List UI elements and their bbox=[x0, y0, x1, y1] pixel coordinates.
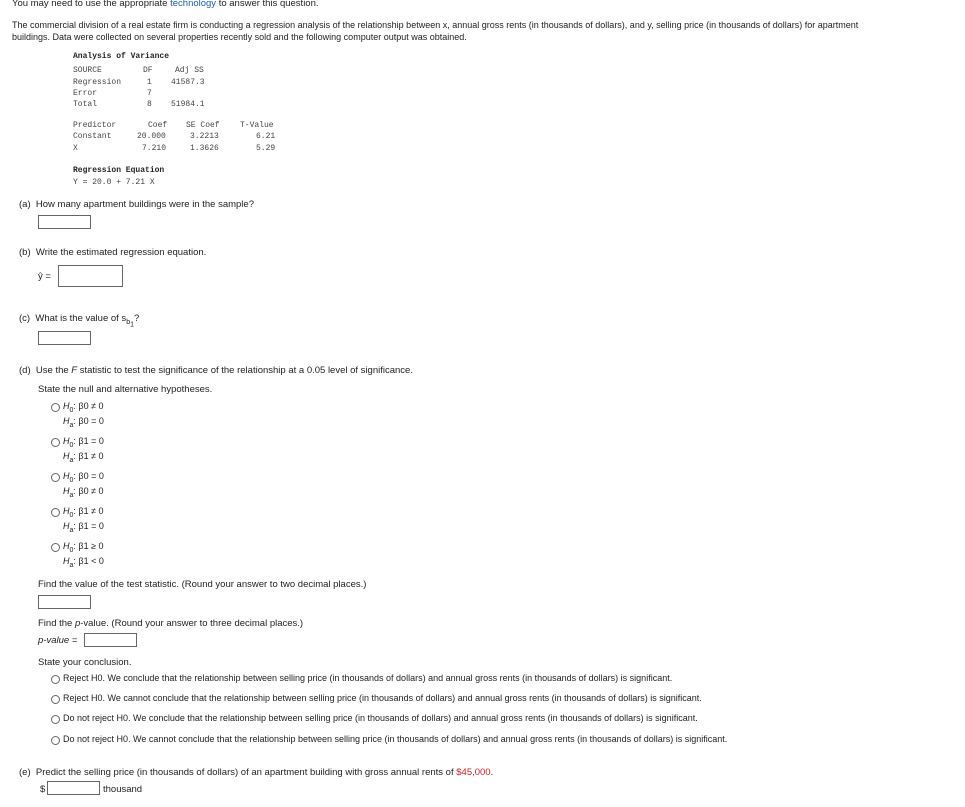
hypothesis-ha: $H_a$: β1 = 0 bbox=[63, 521, 104, 534]
unit-label: thousand bbox=[103, 784, 143, 795]
part-b-question: (b) Write the estimated regression equation. bbox=[19, 247, 207, 258]
coef-header-se: SE Coef bbox=[186, 121, 220, 130]
coef-row-t: 6.21 bbox=[256, 132, 276, 141]
anova-header-source: SOURCE bbox=[73, 66, 102, 75]
conclusion-option: Do not reject H0. We conclude that the relationship between selling price (in thousands of dollars) and annual gross rents (in thousands of dollars) is significant. bbox=[63, 713, 698, 723]
hypothesis-h0: $H_0$: β0 = 0 bbox=[63, 471, 104, 484]
anova-row-ss: 41587.3 bbox=[171, 78, 205, 87]
technology-link[interactable]: technology bbox=[170, 0, 217, 9]
hypothesis-ha: $H_a$: β0 ≠ 0 bbox=[63, 486, 104, 499]
coef-row-t: 5.29 bbox=[256, 144, 276, 153]
conclusion-option-radio[interactable] bbox=[51, 675, 60, 684]
hypothesis-option-radio[interactable] bbox=[51, 438, 60, 447]
regression-equation-title: Regression Equation bbox=[73, 166, 165, 175]
part-e-answer-input[interactable] bbox=[47, 781, 100, 795]
test-stat-input[interactable] bbox=[38, 595, 91, 609]
hypothesis-ha: $H_a$: β1 ≠ 0 bbox=[63, 451, 104, 464]
anova-row-ss: 51984.1 bbox=[171, 100, 205, 109]
anova-header-ss: Adj SS bbox=[175, 66, 204, 75]
hypothesis-h0: $H_0$: β1 ≠ 0 bbox=[63, 506, 104, 519]
anova-title: Analysis of Variance bbox=[73, 52, 170, 61]
anova-header-df: DF bbox=[143, 66, 153, 75]
hypothesis-ha: $H_a$: β0 = 0 bbox=[63, 416, 104, 429]
coef-header-coef: Coef bbox=[148, 121, 168, 130]
conclusion-option-radio[interactable] bbox=[51, 736, 60, 745]
part-b-equation-input[interactable] bbox=[58, 265, 123, 287]
part-e-question: (e) Predict the selling price (in thousands of dollars) of an apartment building with gross annual rents of $45,000. bbox=[19, 767, 494, 778]
hypothesis-option-radio[interactable] bbox=[51, 403, 60, 412]
pvalue-prompt: Find the p-value. (Round your answer to three decimal places.) bbox=[38, 618, 304, 629]
conclusion-option: Reject H0. We cannot conclude that the relationship between selling price (in thousands of dollars) and annual gross rents (in thousands of dollars) is significant. bbox=[63, 693, 702, 703]
hypothesis-option-radio[interactable] bbox=[51, 543, 60, 552]
anova-row-source: Error bbox=[73, 89, 98, 98]
anova-row-df: 8 bbox=[147, 100, 152, 109]
hypothesis-h0: $H_0$: β0 ≠ 0 bbox=[63, 401, 104, 414]
part-c-question: (c) What is the value of $s_{b_1}$? bbox=[19, 313, 140, 329]
coef-row-predictor: X bbox=[73, 144, 78, 153]
hypotheses-prompt: State the null and alternative hypotheses. bbox=[38, 384, 213, 395]
anova-row-source: Regression bbox=[73, 78, 122, 87]
part-d-question: (d) Use the F statistic to test the significance of the relationship at a 0.05 level of significance. bbox=[19, 365, 413, 376]
coef-header-t: T-Value bbox=[240, 121, 274, 130]
coef-row-predictor: Constant bbox=[73, 132, 112, 141]
problem-text-line2: buildings. Data were collected on several properties recently sold and the following computer output was obtained. bbox=[12, 32, 467, 42]
anova-row-df: 1 bbox=[147, 78, 152, 87]
test-stat-prompt: Find the value of the test statistic. (Round your answer to two decimal places.) bbox=[38, 579, 367, 590]
conclusion-option-radio[interactable] bbox=[51, 695, 60, 704]
rent-amount: $45,000 bbox=[456, 767, 491, 778]
intro-text: You may need to use the appropriate technology to answer this question. bbox=[12, 0, 319, 9]
part-a-question: (a) How many apartment buildings were in the sample? bbox=[19, 199, 254, 210]
conclusion-option: Do not reject H0. We cannot conclude that the relationship between selling price (in thousands of dollars) and annual gross rents (in thousands of dollars) is significant. bbox=[63, 734, 728, 744]
coef-row-se: 1.3626 bbox=[190, 144, 219, 153]
anova-row-source: Total bbox=[73, 100, 98, 109]
hypothesis-h0: $H_0$: β1 ≥ 0 bbox=[63, 541, 104, 554]
hypothesis-h0: $H_0$: β1 = 0 bbox=[63, 436, 104, 449]
coef-header-predictor: Predictor bbox=[73, 121, 117, 130]
currency-symbol: $ bbox=[40, 784, 46, 795]
part-a-answer-input[interactable] bbox=[38, 215, 91, 229]
hypothesis-option-radio[interactable] bbox=[51, 473, 60, 482]
hypothesis-ha: $H_a$: β1 < 0 bbox=[63, 556, 104, 569]
hypothesis-option-radio[interactable] bbox=[51, 508, 60, 517]
part-c-answer-input[interactable] bbox=[38, 331, 91, 345]
coef-row-se: 3.2213 bbox=[190, 132, 219, 141]
problem-text-line1: The commercial division of a real estate firm is conducting a regression analysis of the relationship between x, annual gross rents (in thousands of dollars), and y, selling price (in thousands of dollars) for apartment bbox=[12, 20, 859, 30]
yhat-label: ŷ = bbox=[38, 271, 51, 282]
conclusion-prompt: State your conclusion. bbox=[38, 657, 132, 668]
coef-row-coef: 7.210 bbox=[142, 144, 167, 153]
pvalue-label: p-value = bbox=[38, 635, 78, 646]
pvalue-input[interactable] bbox=[84, 633, 137, 647]
anova-row-df: 7 bbox=[147, 89, 152, 98]
coef-row-coef: 20.000 bbox=[137, 132, 166, 141]
regression-equation-text: Y = 20.0 + 7.21 X bbox=[73, 178, 155, 187]
conclusion-option-radio[interactable] bbox=[51, 715, 60, 724]
conclusion-option: Reject H0. We conclude that the relationship between selling price (in thousands of dollars) and annual gross rents (in thousands of dollars) is significant. bbox=[63, 673, 673, 683]
